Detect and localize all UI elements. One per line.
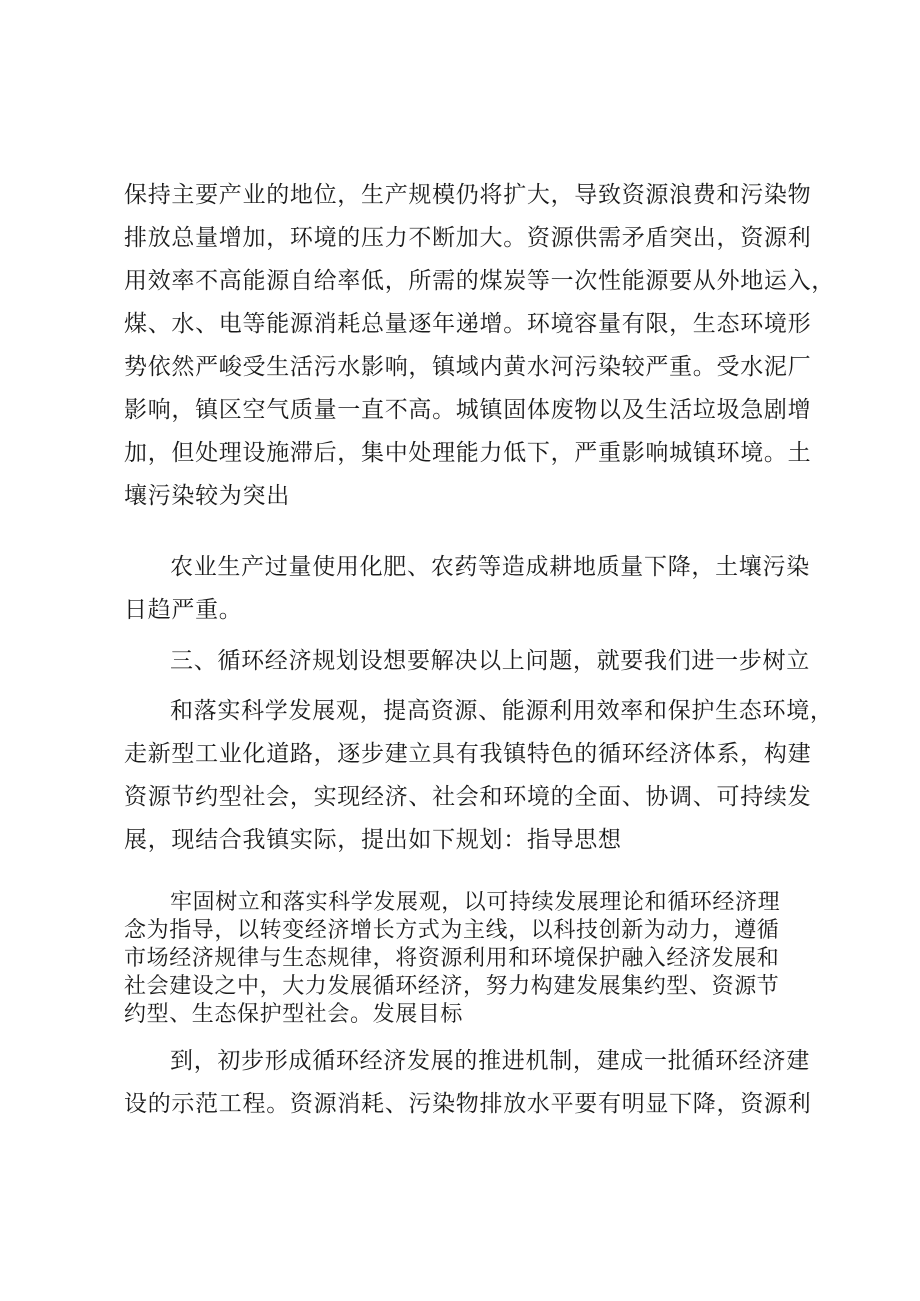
text-line: 三、循环经济规划设想要解决以上问题，就要我们进一步树立 <box>170 648 810 674</box>
text-line: 牢固树立和落实科学发展观，以可持续发展理论和循环经济理 <box>170 890 781 915</box>
text-line: 到，初步形成循环经济发展的推进机制，建成一批循环经济建 <box>170 1048 810 1074</box>
text-line: 设的示范工程。资源消耗、污染物排放水平要有明显下降，资源利 <box>124 1091 812 1117</box>
text-line: 用效率不高能源自给率低，所需的煤炭等一次性能源要从外地运入， <box>124 268 835 294</box>
text-line: 社会建设之中，大力发展循环经济，努力构建发展集约型、资源节 <box>124 974 780 999</box>
text-line: 展，现结合我镇实际，提出如下规划：指导思想 <box>124 827 622 853</box>
text-line: 排放总量增加，环境的压力不断加大。资源供需矛盾突出，资源利 <box>124 225 812 251</box>
text-line: 日趋严重。 <box>124 597 243 623</box>
text-line: 资源节约型社会，实现经济、社会和环境的全面、协调、可持续发 <box>124 784 812 810</box>
text-line: 势依然严峻受生活污水影响，镇域内黄水河污染较严重。受水泥厂 <box>124 354 812 380</box>
text-line: 煤、水、电等能源消耗总量逐年递增。环境容量有限，生态环境形 <box>124 311 812 337</box>
text-line: 壤污染较为突出 <box>124 483 290 509</box>
text-line: 保持主要产业的地位，生产规模仍将扩大，导致资源浪费和污染物 <box>124 182 812 208</box>
text-line: 农业生产过量使用化肥、农药等造成耕地质量下降，土壤污染 <box>170 554 810 580</box>
text-line: 市场经济规律与生态规律，将资源利用和环境保护融入经济发展和 <box>124 946 780 971</box>
text-line: 约型、生态保护型社会。发展目标 <box>124 1002 464 1027</box>
text-line: 和落实科学发展观，提高资源、能源利用效率和保护生态环境， <box>170 698 834 724</box>
text-line: 加，但处理设施滞后，集中处理能力低下，严重影响城镇环境。土 <box>124 440 812 466</box>
text-line: 走新型工业化道路，逐步建立具有我镇特色的循环经济体系，构建 <box>124 741 812 767</box>
text-line: 影响，镇区空气质量一直不高。城镇固体废物以及生活垃圾急剧增 <box>124 397 812 423</box>
text-line: 念为指导，以转变经济增长方式为主线，以科技创新为动力，遵循 <box>124 918 780 943</box>
